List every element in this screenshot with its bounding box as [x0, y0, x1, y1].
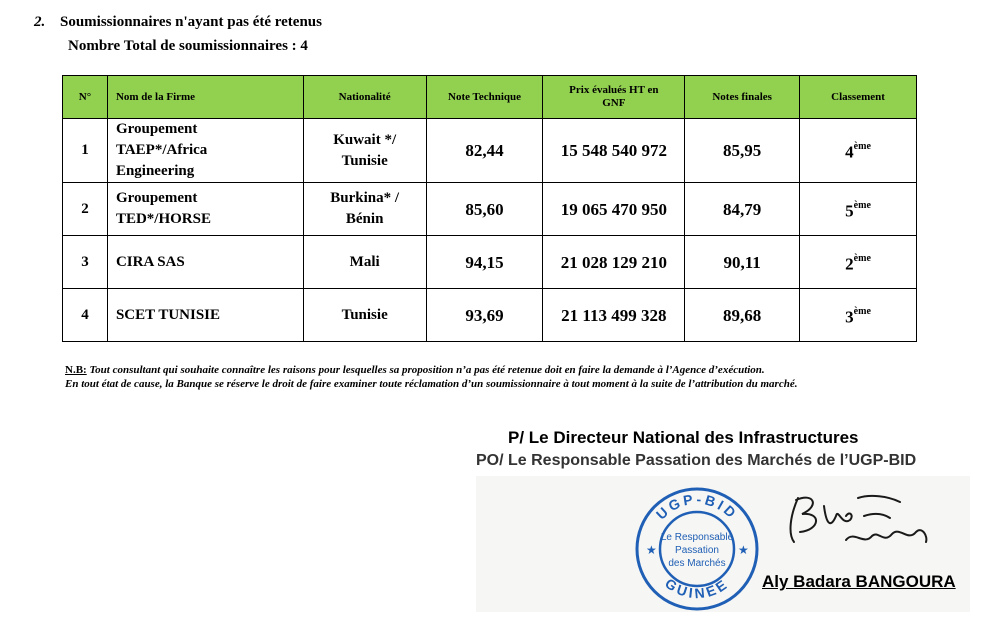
stamp-line3: des Marchés: [668, 558, 726, 569]
header-nationality: Nationalité: [303, 76, 426, 119]
total-bidders: Nombre Total de soumissionnaires : 4: [68, 38, 308, 54]
cell-final: 84,79: [685, 183, 800, 236]
rank-value: 4: [845, 142, 854, 162]
footnote-line2: En tout état de cause, la Banque se réserve le droit de faire examiner toute réclamation d’un soumissionnaire à tout moment à la suite de l’attribution du marché.: [65, 378, 798, 390]
signer-name: Aly Badara BANGOURA: [762, 572, 956, 591]
cell-nationality: [303, 119, 426, 183]
cell-nationality: Mali: [303, 236, 426, 289]
section-heading: [34, 14, 322, 31]
nationality-line: Tunisie: [341, 152, 388, 169]
rank-value: 5: [845, 201, 854, 221]
table-row: [63, 236, 917, 289]
firm-line: Groupement: [115, 121, 198, 137]
cell-tech: 94,15: [426, 236, 543, 289]
bidders-table: [62, 75, 917, 342]
firm-line: TED*/HORSE: [115, 211, 211, 227]
cell-firm: CIRA SAS: [107, 236, 303, 289]
table-header-row: [63, 76, 917, 119]
header-price-line2: GNF: [602, 97, 626, 109]
rank-suffix: ème: [853, 305, 871, 317]
stamp-line1: Le Responsable: [660, 532, 734, 543]
cell-tech: 82,44: [426, 119, 543, 183]
footnote-label: N.B:: [65, 364, 87, 376]
rank-suffix: ème: [853, 199, 871, 211]
rank-suffix: ème: [853, 252, 871, 264]
cell-tech: 93,69: [426, 289, 543, 342]
stamp-star-icon: ★: [738, 543, 749, 557]
cell-final: 89,68: [685, 289, 800, 342]
section-number: 2.: [34, 14, 46, 30]
cell-num: 4: [63, 289, 108, 342]
cell-firm: [107, 119, 303, 183]
cell-price: 21 113 499 328: [543, 289, 685, 342]
cell-num: 3: [63, 236, 108, 289]
header-price: [543, 76, 685, 119]
cell-nationality: [303, 183, 426, 236]
firm-line: Engineering: [115, 163, 195, 179]
svg-text:UGP-BID: [653, 491, 741, 523]
footnote-line1: Tout consultant qui souhaite connaître les raisons pour lesquelles sa proposition n’a pas été retenue doit en faire la demande à l’Agence d’exécution.: [86, 364, 765, 376]
firm-line: Groupement: [115, 190, 198, 206]
cell-price: 19 065 470 950: [543, 183, 685, 236]
header-num: N°: [63, 76, 108, 119]
nationality-line: Burkina* /: [330, 190, 400, 206]
stamp-bottom-text: GUINEE: [662, 575, 732, 602]
official-stamp: [632, 484, 762, 614]
header-price-line1: Prix évalués HT en: [569, 84, 659, 96]
header-tech: Note Technique: [426, 76, 543, 119]
cell-firm: [107, 183, 303, 236]
table-row: [63, 289, 917, 342]
cell-rank: [800, 119, 917, 183]
cell-num: 2: [63, 183, 108, 236]
cell-num: 1: [63, 119, 108, 183]
table-row: [63, 119, 917, 183]
section-title: Soumissionnaires n'ayant pas été retenus: [60, 14, 322, 30]
cell-nationality: Tunisie: [303, 289, 426, 342]
cell-final: 90,11: [685, 236, 800, 289]
header-firm: Nom de la Firme: [107, 76, 303, 119]
cell-rank: [800, 236, 917, 289]
rank-value: 2: [845, 254, 854, 274]
cell-firm: SCET TUNISIE: [107, 289, 303, 342]
nationality-line: Bénin: [345, 211, 384, 227]
cell-rank: [800, 289, 917, 342]
header-final: Notes finales: [685, 76, 800, 119]
cell-tech: 85,60: [426, 183, 543, 236]
cell-price: 15 548 540 972: [543, 119, 685, 183]
firm-line: TAEP*/Africa: [115, 142, 208, 158]
nationality-line: Kuwait */: [333, 131, 397, 148]
stamp-line2: Passation: [675, 545, 719, 556]
footnote: [65, 363, 965, 391]
rank-value: 3: [845, 307, 854, 327]
cell-price: 21 028 129 210: [543, 236, 685, 289]
signatory-subtitle: PO/ Le Responsable Passation des Marchés de l’UGP-BID: [476, 452, 917, 469]
cell-final: 85,95: [685, 119, 800, 183]
stamp-star-icon: ★: [646, 543, 657, 557]
table-row: [63, 183, 917, 236]
stamp-top-text: UGP-BID: [652, 490, 742, 523]
handwritten-signature: [780, 486, 940, 556]
svg-text:GUINEE: [662, 575, 731, 601]
cell-rank: [800, 183, 917, 236]
header-rank: Classement: [800, 76, 917, 119]
signatory-title: P/ Le Directeur National des Infrastructures: [508, 428, 859, 447]
rank-suffix: ème: [853, 141, 871, 153]
